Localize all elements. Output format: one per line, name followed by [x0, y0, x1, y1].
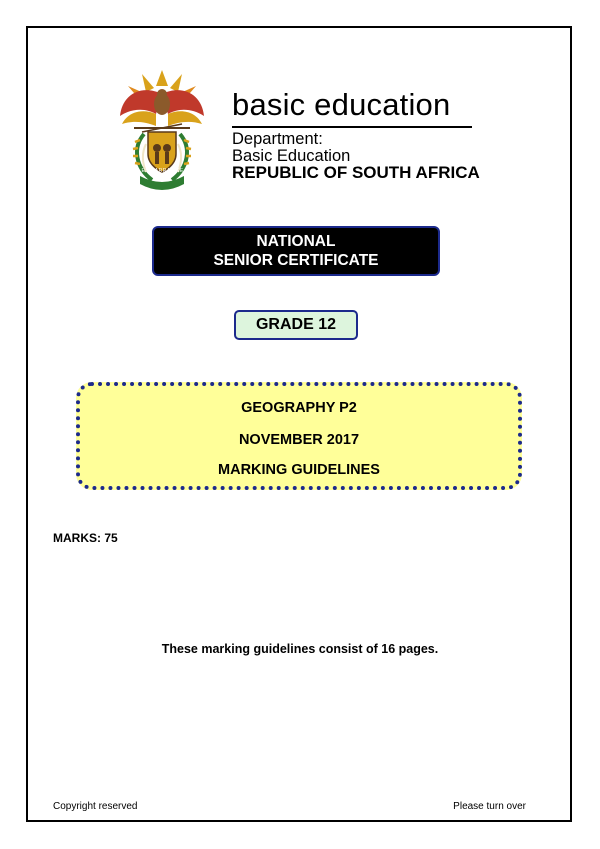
- country-name: REPUBLIC OF SOUTH AFRICA: [232, 163, 480, 182]
- department-name: Basic Education: [232, 147, 351, 165]
- subject-title: GEOGRAPHY P2: [241, 400, 357, 416]
- crest-motto: !KE E: /XARRA //KE: [130, 168, 184, 174]
- grade-badge: GRADE 12: [234, 310, 358, 340]
- footer-turn-over: Please turn over: [453, 801, 526, 812]
- brand-title: basic education: [232, 87, 451, 122]
- certificate-line-1: NATIONAL: [256, 233, 336, 250]
- total-marks: MARKS: 75: [53, 531, 118, 545]
- document-type: MARKING GUIDELINES: [218, 462, 380, 478]
- certificate-banner: [152, 226, 440, 276]
- page-count-note: These marking guidelines consist of 16 pages.: [161, 642, 439, 656]
- certificate-line-2: SENIOR CERTIFICATE: [213, 252, 379, 269]
- exam-session: NOVEMBER 2017: [238, 432, 360, 448]
- footer-copyright: Copyright reserved: [53, 801, 138, 812]
- subject-panel: [76, 382, 522, 490]
- brand-underline: [232, 126, 472, 128]
- coat-of-arms-icon: [112, 64, 212, 194]
- department-label: Department:: [232, 130, 323, 148]
